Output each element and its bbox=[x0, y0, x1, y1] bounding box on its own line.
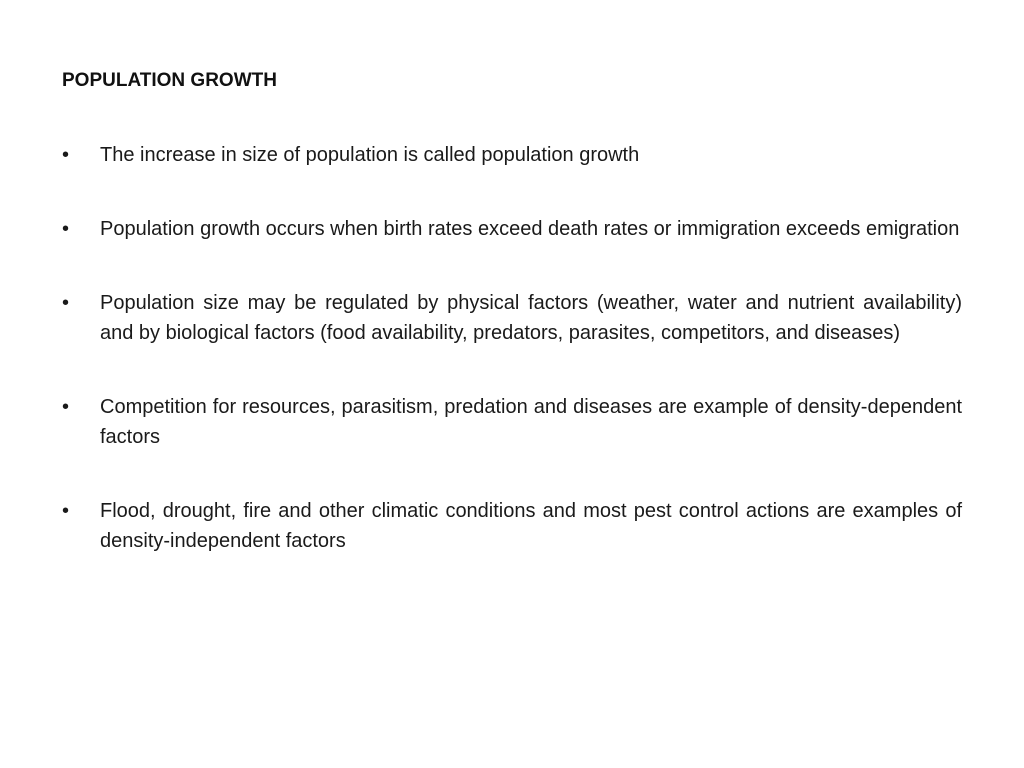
bullet-icon: • bbox=[62, 218, 70, 240]
bullet-text: Flood, drought, fire and other climatic conditions and most pest control actions are examples of density-independent factors bbox=[100, 500, 962, 552]
bullet-text: Competition for resources, parasitism, predation and diseases are example of density-dependent factors bbox=[100, 396, 962, 448]
bullet-text: Population growth occurs when birth rates exceed death rates or immigration exceeds emigration bbox=[100, 218, 960, 240]
bullet-icon: • bbox=[62, 292, 70, 314]
list-item bbox=[62, 288, 962, 348]
bullet-list bbox=[62, 140, 962, 600]
bullet-icon: • bbox=[62, 144, 70, 166]
bullet-text: The increase in size of population is called population growth bbox=[100, 144, 640, 166]
list-item bbox=[62, 214, 962, 244]
slide-title: POPULATION GROWTH bbox=[62, 70, 277, 91]
list-item bbox=[62, 392, 962, 452]
list-item bbox=[62, 496, 962, 556]
bullet-text: Population size may be regulated by physical factors (weather, water and nutrient availability) and by biological factors (food availability, predators, parasites, competitors, and diseases) bbox=[100, 292, 962, 344]
list-item bbox=[62, 140, 962, 170]
bullet-icon: • bbox=[62, 500, 70, 522]
bullet-icon: • bbox=[62, 396, 70, 418]
